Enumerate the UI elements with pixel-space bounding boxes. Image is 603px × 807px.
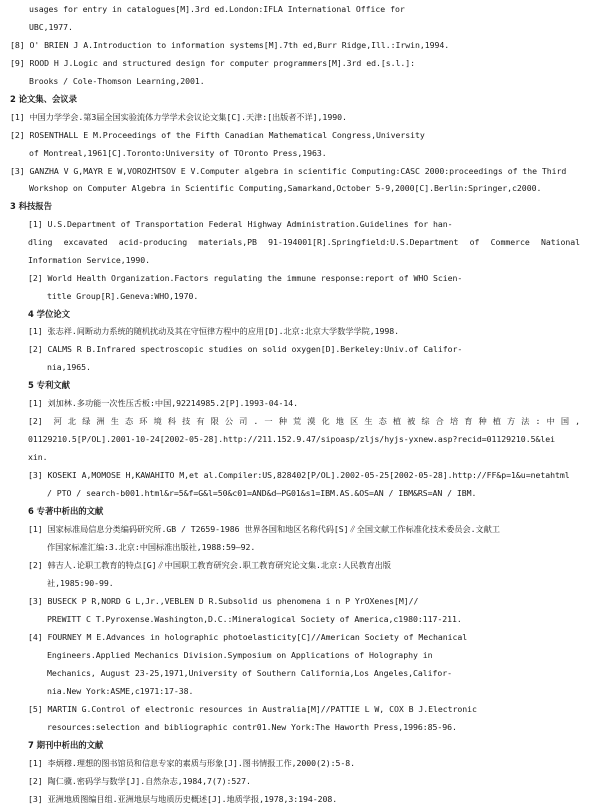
reference-entry: [2] CALMS R B.Infrared spectroscopic studies on solid oxygen[D].Berkeley:Univ.of Califor- [28, 344, 463, 354]
reference-entry: [2] 河北绿洲生态环境科技有限公司.一种荒漠化地区生态植被综合培育种植方法:中国, [28, 416, 580, 426]
reference-line: 社,1985:90-99. [47, 578, 114, 588]
reference-line: Mechanics, August 23-25,1971,University of Southern California,Los Angeles,Califor- [47, 668, 452, 678]
reference-entry: [2] 陶仁骥.密码学与数学[J].自然杂志,1984,7(7):527. [28, 776, 251, 786]
reference-line: Workshop on Computer Algebra in Scientific Computing,Samarkand,October 5-9,2000[C].Berlin:Springer,c2000. [29, 183, 542, 193]
reference-entry: [9] ROOD H J.Logic and structured design for computer programmers[M].3rd ed.[s.l.]: [10, 58, 415, 68]
reference-entry: [1] 李炳穆.理想的图书馆员和信息专家的素质与形象[J].图书情报工作,2000(2):5-8. [28, 758, 356, 768]
reference-line: 01129210.5[P/OL].2001-10-24[2002-05-28].http://211.152.9.47/sipoasp/zljs/hyjs-yxnew.asp?recid=01129210.5&lei [28, 434, 555, 444]
reference-line: Engineers.Applied Mechanics Division.Symposium on Applications of Holography in [47, 650, 433, 660]
reference-entry: [3] KOSEKI A,MOMOSE H,KAWAHITO M,et al.Compiler:US,828402[P/OL].2002-05-25[2002-05-28].http://FF&p=1&u=netahtml [28, 470, 570, 480]
section-heading-proceedings: 2 论文集、会议录 [10, 94, 77, 104]
reference-entry: [1] 国家标准局信息分类编码研究所.GB / T2659-1986 世界各国和地区名称代码[S]∥全国文献工作标准化技术委员会.文献工 [28, 524, 500, 534]
reference-line: Information Service,1990. [28, 255, 150, 265]
reference-line: 作国家标准汇编:3.北京:中国标准出版社,1988:59—92. [47, 542, 256, 552]
reference-entry: [3] BUSECK P R,NORD G L,Jr.,VEBLEN D R.Subsolid us phenomena i n P YrOXenes[M]// [28, 596, 419, 606]
reference-line: Brooks / Cole-Thomson Learning,2001. [29, 76, 205, 86]
reference-line: nia,1965. [47, 362, 91, 372]
reference-entry: [3] 亚洲地质图编目组.亚洲地层与地质历史概述[J].地质学报,1978,3:194-208. [28, 794, 338, 804]
section-heading-patents: 5 专利文献 [28, 380, 70, 390]
section-heading-reports: 3 科技报告 [10, 201, 52, 211]
reference-entry: [1] 刘加林.多功能一次性压舌板:中国,92214985.2[P].1993-04-14. [28, 398, 299, 408]
reference-entry: [2] ROSENTHALL E M.Proceedings of the Fifth Canadian Mathematical Congress,University [10, 130, 425, 140]
section-heading-theses: 4 学位论文 [28, 309, 70, 319]
reference-line: PREWITT C T.Pyroxense.Washington,D.C.:Mineralogical Society of America,c1980:117-211. [47, 614, 462, 624]
reference-entry: [4] FOURNEY M E.Advances in holographic photoelasticity[C]//American Society of Mechanical [28, 632, 468, 642]
reference-entry: [1] 张志祥.间断动力系统的随机扰动及其在守恒律方程中的应用[D].北京:北京大学数学学院,1998. [28, 326, 400, 336]
section-heading-journal-extracts: 7 期刊中析出的文献 [28, 740, 104, 750]
reference-line: of Montreal,1961[C].Toronto:University of TOronto Press,1963. [29, 148, 327, 158]
reference-line: / PTO / search-b001.html&r=5&f=G&l=50&c01=AND&d—PG01&s1=IBM.AS.&OS=AN / IBM&RS=AN / IBM. [47, 488, 477, 498]
reference-entry: [1] U.S.Department of Transportation Federal Highway Administration.Guidelines for han- [28, 219, 453, 229]
reference-line: resources:selection and bibliographic contr01.New York:The Haworth Press,1996:85-96. [47, 722, 457, 732]
reference-entry: [5] MARTIN G.Control of electronic resources in Australia[M]//PATTIE L W, COX B J.Electronic [28, 704, 477, 714]
reference-entry: [8] O' BRIEN J A.Introduction to information systems[M].7th ed,Burr Ridge,Ill.:Irwin,1994. [10, 40, 450, 50]
reference-entry: [2] 韩吉人.论职工教育的特点[G]∥中国职工教育研究会.职工教育研究论文集.北京:人民教育出版 [28, 560, 391, 570]
section-heading-monograph-extracts: 6 专著中析出的文献 [28, 506, 104, 516]
reference-line: title Group[R].Geneva:WHO,1970. [47, 291, 199, 301]
reference-line: nia.New York:ASME,c1971:17-38. [47, 686, 194, 696]
reference-entry: [1] 中国力学学会.第3届全国实验流体力学学术会议论文集[C].天津:[出版者不详],1990. [10, 112, 347, 122]
reference-line: UBC,1977. [29, 22, 73, 32]
reference-entry: [2] World Health Organization.Factors regulating the immune response:report of WHO Scien- [28, 273, 463, 283]
reference-line: dling excavated acid-producing materials,PB 91-194001[R].Springfield:U.S.Department of Commerce National [28, 237, 580, 247]
reference-line: usages for entry in catalogues[M].3rd ed.London:IFLA International Office for [29, 4, 405, 14]
reference-entry: [3] GANZHA V G,MAYR E W,VOROZHTSOV E V.Computer algebra in scientific Computing:CASC 2000:proceedings of the Third [10, 166, 567, 176]
reference-line: xin. [28, 452, 48, 462]
